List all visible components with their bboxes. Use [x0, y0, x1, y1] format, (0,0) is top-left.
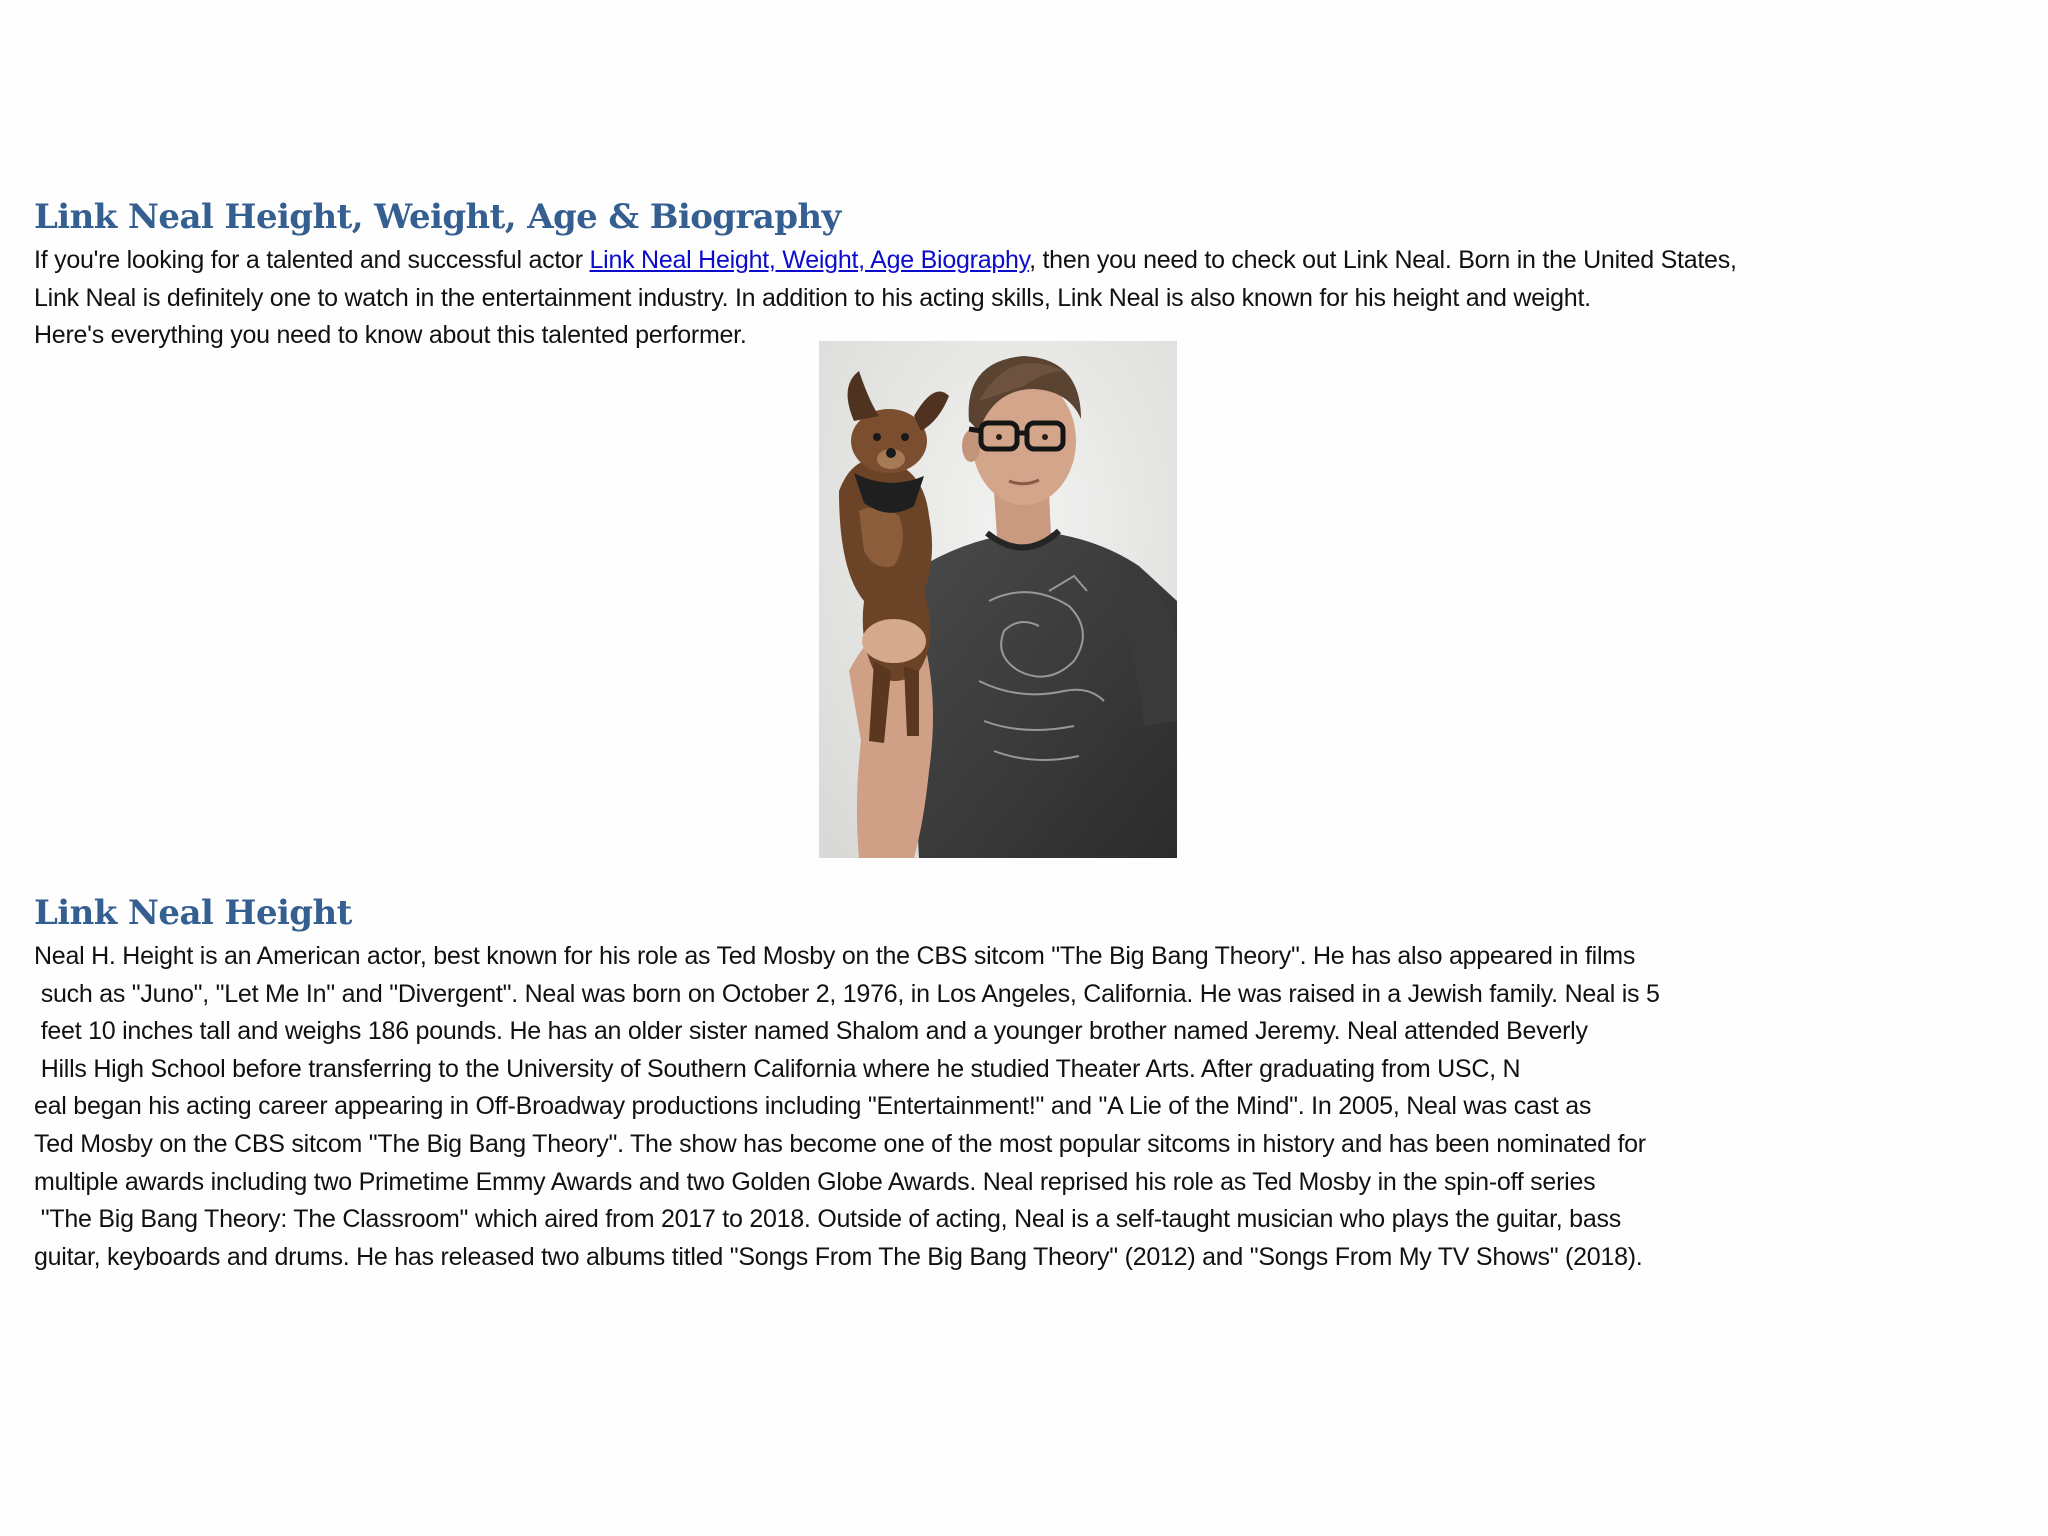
- bio-line: feet 10 inches tall and weighs 186 pounds. He has an older sister named Shalom and a younger brother named Jeremy. Neal attended Beverly: [34, 1017, 1588, 1046]
- biography-link[interactable]: Link Neal Height, Weight, Age Biography: [589, 246, 1030, 274]
- bio-paragraph: [34, 938, 2014, 1276]
- actor-photo-illustration: [819, 341, 1177, 858]
- intro-paragraph: [34, 242, 2044, 355]
- bio-line: Ted Mosby on the CBS sitcom "The Big Bang Theory". The show has become one of the most popular sitcoms in history and has been nominated for: [34, 1129, 1646, 1158]
- section-heading: Link Neal Height: [34, 893, 352, 933]
- intro-line-1: [34, 242, 2044, 280]
- bio-line: Hills High School before transferring to the University of Southern California where he studied Theater Arts. After graduating from USC, N: [34, 1054, 1521, 1083]
- intro-line-2: Link Neal is definitely one to watch in the entertainment industry. In addition to his acting skills, Link Neal is also known for his height and weight.: [34, 283, 1591, 312]
- actor-photo: [819, 341, 1177, 858]
- bio-line: guitar, keyboards and drums. He has released two albums titled "Songs From The Big Bang Theory" (2012) and "Songs From My TV Shows" (2018).: [34, 1242, 1643, 1271]
- intro-line-3: Here's everything you need to know about this talented performer.: [34, 321, 747, 350]
- intro-text-before-link: If you're looking for a talented and successful actor: [34, 246, 590, 274]
- intro-text-after-link: , then you need to check out Link Neal. Born in the United States,: [1029, 246, 1737, 274]
- bio-line: eal began his acting career appearing in Off-Broadway productions including "Entertainment!" and "A Lie of the Mind". In 2005, Neal was cast as: [34, 1092, 1592, 1121]
- bio-line: multiple awards including two Primetime Emmy Awards and two Golden Globe Awards. Neal reprised his role as Ted Mosby in the spin-off series: [34, 1167, 1596, 1196]
- page-title: Link Neal Height, Weight, Age & Biography: [34, 197, 841, 237]
- bio-line: Neal H. Height is an American actor, best known for his role as Ted Mosby on the CBS sitcom "The Big Bang Theory". He has also appeared in films: [34, 942, 1636, 970]
- bio-line: "The Big Bang Theory: The Classroom" which aired from 2017 to 2018. Outside of acting, Neal is a self-taught musician who plays the guitar, bass: [34, 1205, 1621, 1234]
- bio-line: such as "Juno", "Let Me In" and "Divergent". Neal was born on October 2, 1976, in Los Angeles, California. He was raised in a Jewish family. Neal is 5: [34, 979, 1660, 1008]
